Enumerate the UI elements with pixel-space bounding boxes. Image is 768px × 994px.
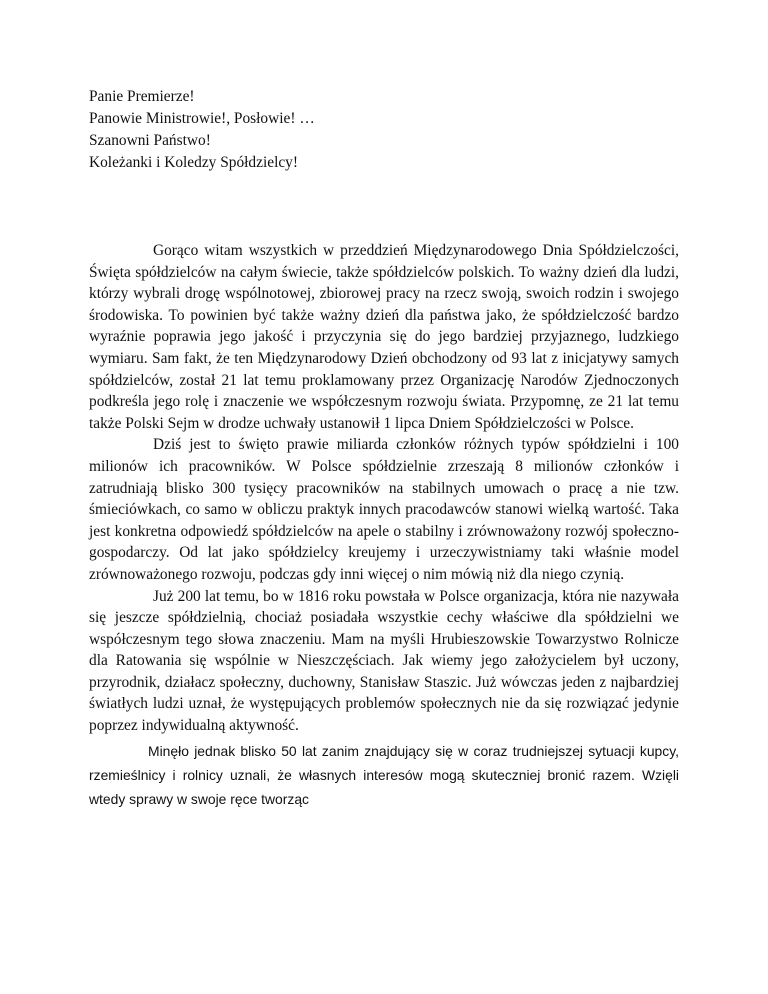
salutation-line: Szanowni Państwo! [89,132,211,149]
paragraph: Minęło jednak blisko 50 lat zanim znajdujący się w coraz trudniejszej sytuacji kupcy, rzemieślnicy i rolnicy uznali, że własnych interesów mogą skuteczniej bronić razem. Wzięli wtedy sprawy w swoje ręce tworząc [89,742,679,808]
salutation-line: Panie Premierze! [89,88,195,105]
salutation-block [89,86,679,174]
paragraph: Gorąco witam wszystkich w przeddzień Międzynarodowego Dnia Spółdzielczości, Święta spółdzielców na całym świecie, także spółdzielców polskich. To ważny dzień dla ludzi, którzy wybrali drogę wspólnotowej, zbiorowej pracy na rzecz swoją, swoich rodzin i swojego środowiska. To powinien być także ważny dzień dla państwa jako, że spółdzielczość bardzo wyraźnie poprawia jego jakość i przyczynia się do jego bardziej przyjaznego, ludzkiego wymiaru. Sam fakt, że ten Międzynarodowy Dzień obchodzony od 93 lat z inicjatywy samych spółdzielców, został 21 lat temu proklamowany przez Organizację Narodów Zjednoczonych podkreśla jego rolę i znaczenie we współczesnym rozwoju świata. Przypomnę, ze 21 lat temu także Polski Sejm w drodze uchwały ustanowił 1 lipca Dniem Spółdzielczości w Polsce. [89,242,679,432]
paragraph: Już 200 lat temu, bo w 1816 roku powstała w Polsce organizacja, która nie nazywała się jeszcze spółdzielnią, chociaż posiadała wszystkie cechy właściwe dla spółdzielni we współczesnym tego słowa znaczeniu. Mam na myśli Hrubieszowskie Towarzystwo Rolnicze dla Ratowania się wspólnie w Nieszczęściach. Jak wiemy jego założycielem był uczony, przyrodnik, działacz społeczny, duchowny, Stanisław Staszic. Już wówczas jeden z najbardziej światłych ludzi uznał, że występujących problemów społecznych nie da się rozwiązać jedynie poprzez indywidualną aktywność. [89,587,679,735]
salutation-line: Koleżanki i Koledzy Spółdzielcy! [89,154,298,171]
salutation-line: Panowie Ministrowie!, Posłowie! … [89,110,315,127]
speech-body [89,240,679,812]
document-page [89,86,679,812]
paragraph: Dziś jest to święto prawie miliarda członków różnych typów spółdzielni i 100 milionów ich pracowników. W Polsce spółdzielnie zrzeszają 8 milionów członków i zatrudniają blisko 300 tysięcy pracowników na stabilnych umowach o pracę a nie tzw. śmieciówkach, co samo w obliczu praktyk innych pracodawców stanowi wielką wartość. Taka jest konkretna odpowiedź spółdzielców na apele o stabilny i zrównoważony rozwój społeczno-gospodarczy. Od lat jako spółdzielcy kreujemy i urzeczywistniamy taki właśnie model zrównoważonego rozwoju, podczas gdy inni więcej o nim mówią niż dla niego czynią. [89,436,679,583]
